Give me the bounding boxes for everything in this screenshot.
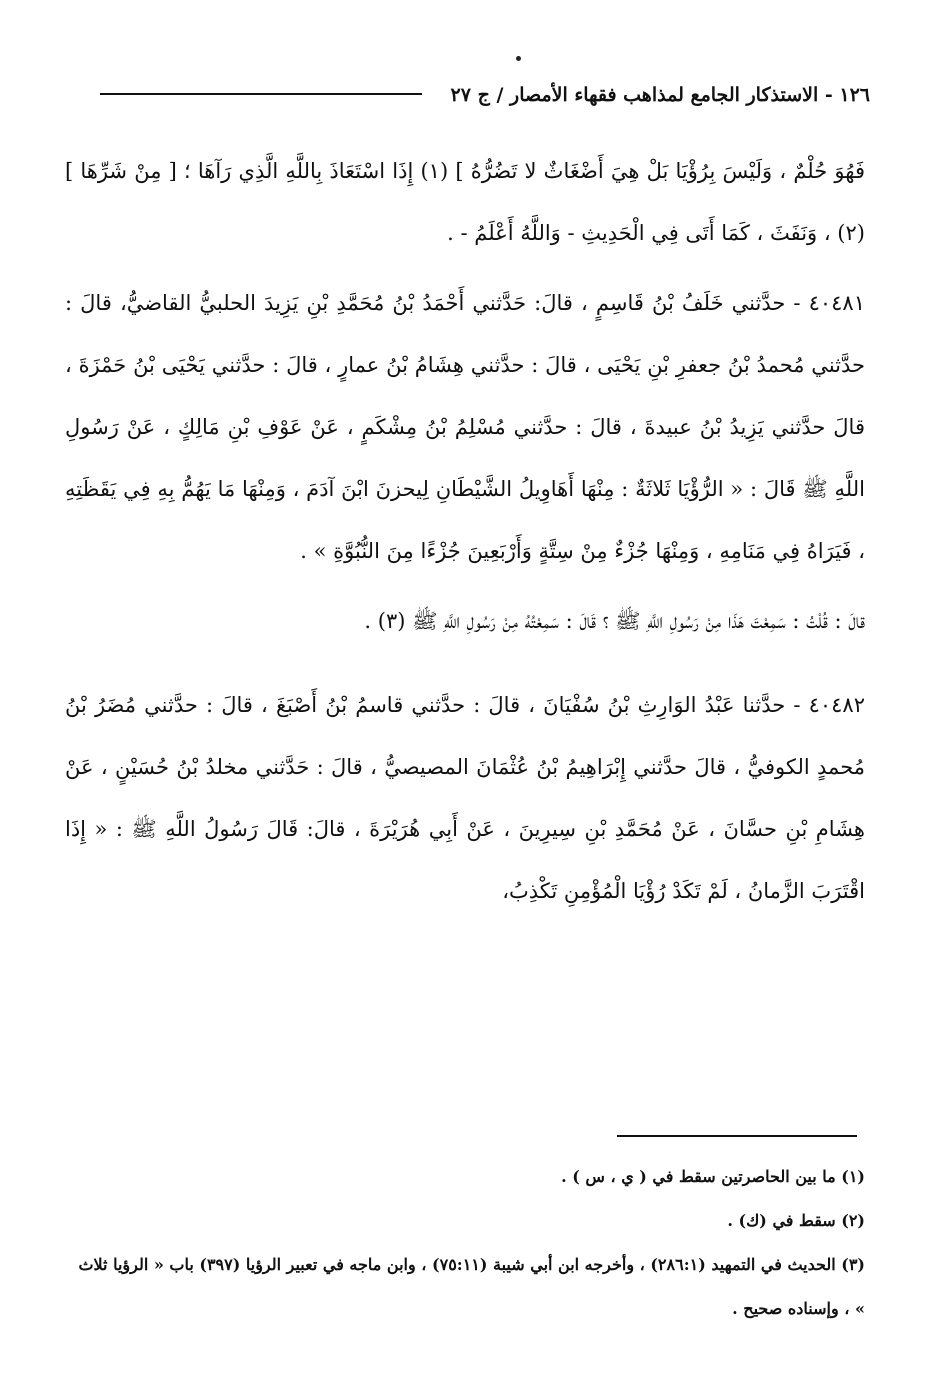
hadith-4482: ٤٠٤٨٢ - حدَّثنا عَبْدُ الوَارِثِ بْنُ سُفْيَانَ ، قالَ : حدَّثني قاسمُ بْنُ أَصْبَغَ ، قالَ : حدَّثني مُضَرُ بْنُ مُحمدٍ الكوفيُّ ، قالَ حدَّثني إِبْرَاهِيمُ بْنُ عُثْمَانَ المصيصيُّ ، قالَ : حَدَّثني مخلدُ بْنُ حُسَيْنٍ ، عَنْ هِشَامِ بْنِ حسَّانَ ، عَنْ مُحَمَّدِ بْنِ سِيرِينَ ، عَنْ أَبِي هُرَيْرَةَ ، قالَ: قَالَ رَسُولُ اللَّهِ ﷺ : « إِذَا اقْتَرَبَ الزَّمانُ ، لَمْ تَكَدْ رُؤْيَا الْمُؤْمِنِ تَكْذِبُ،	[65, 693, 865, 903]
page-mark-dot	[516, 56, 521, 61]
footnote-2: (٢) سقط في (ك) .	[727, 1211, 865, 1230]
header-title: ١٢٦ - الاستذكار الجامع لمذاهب فقهاء الأمصار / ج ٢٧	[450, 84, 870, 106]
footnote-rule	[617, 1135, 857, 1137]
paragraph-qala: قالَ : قُلْتُ : سَمِعْتَ هَذَا مِنْ رَسُولِ اللَّهِ ﷺ ؟ قَالَ : سَمِعْتُهُ مِنْ رَسُولِ اللَّهِ ﷺ (٣) .	[364, 609, 865, 633]
footnotes	[75, 1155, 865, 1331]
main-text	[65, 140, 865, 922]
hadith-4481: ٤٠٤٨١ - حدَّثني خَلَفُ بْنُ قَاسِمٍ ، قالَ: حَدَّثني أَحْمَدُ بْنُ مُحَمَّدِ بْنِ يَزِيدَ الحلبيُّ القاضيُّ، قالَ : حدَّثني مُحمدُ بْنُ جعفرِ بْنِ يَحْيَى ، قالَ : حدَّثني هِشَامُ بْنُ عمارٍ ، قالَ : حدَّثني يَحْيَى بْنُ حَمْزَةَ ، قالَ حدَّثني يَزِيدُ بْنُ عبيدةَ ، قالَ : حدَّثني مُسْلِمُ بْنُ مِشْكَمٍ ، عَنْ عَوْفِ بْنِ مَالِكٍ ، عَنْ رَسُولِ اللَّهِ ﷺ قَالَ : « الرُّؤْيَا ثَلاثَةٌ : مِنْهَا أَهَاوِيلُ الشَّيْطَانِ لِيحزنَ ابْنَ آدَمَ ، وَمِنْهَا مَا يَهُمُّ بِهِ فِي يَقَظَتِهِ ، فَيَرَاهُ فِي مَنَامِهِ ، وَمِنْهَا جُزْءٌ مِنْ سِتَّةٍ وَأَرْبَعِينَ جُزْءًا مِنَ النُّبُوَّةِ » .	[65, 291, 865, 563]
paragraph-continuation: فَهُوَ حُلْمٌ ، وَلَيْسَ بِرُؤْيَا بَلْ هِيَ أَضْغَاثٌ لا تَضُرُّهُ ] (١) إِذَا اسْتَعَاذَ بِاللَّهِ الَّذِي رَآهَا ؛ [ مِنْ شَرِّهَا ] (٢) ، وَنَفَثَ ، كَمَا أَتَى فِي الْحَدِيثِ - وَاللَّهُ أَعْلَمُ - .	[65, 159, 865, 245]
footnote-1: (١) ما بين الحاصرتين سقط في ( ي ، س ) .	[561, 1167, 865, 1186]
header-rule	[100, 93, 422, 95]
running-header	[100, 80, 870, 114]
footnote-3: (٣) الحديث في التمهيد (٢٨٦:١) ، وأخرجه ابن أبي شيبة (٧٥:١١) ، وابن ماجه في تعبير الرؤيا (٣٩٧) باب « الرؤيا ثلاث » ، وإسناده صحيح .	[78, 1255, 865, 1318]
